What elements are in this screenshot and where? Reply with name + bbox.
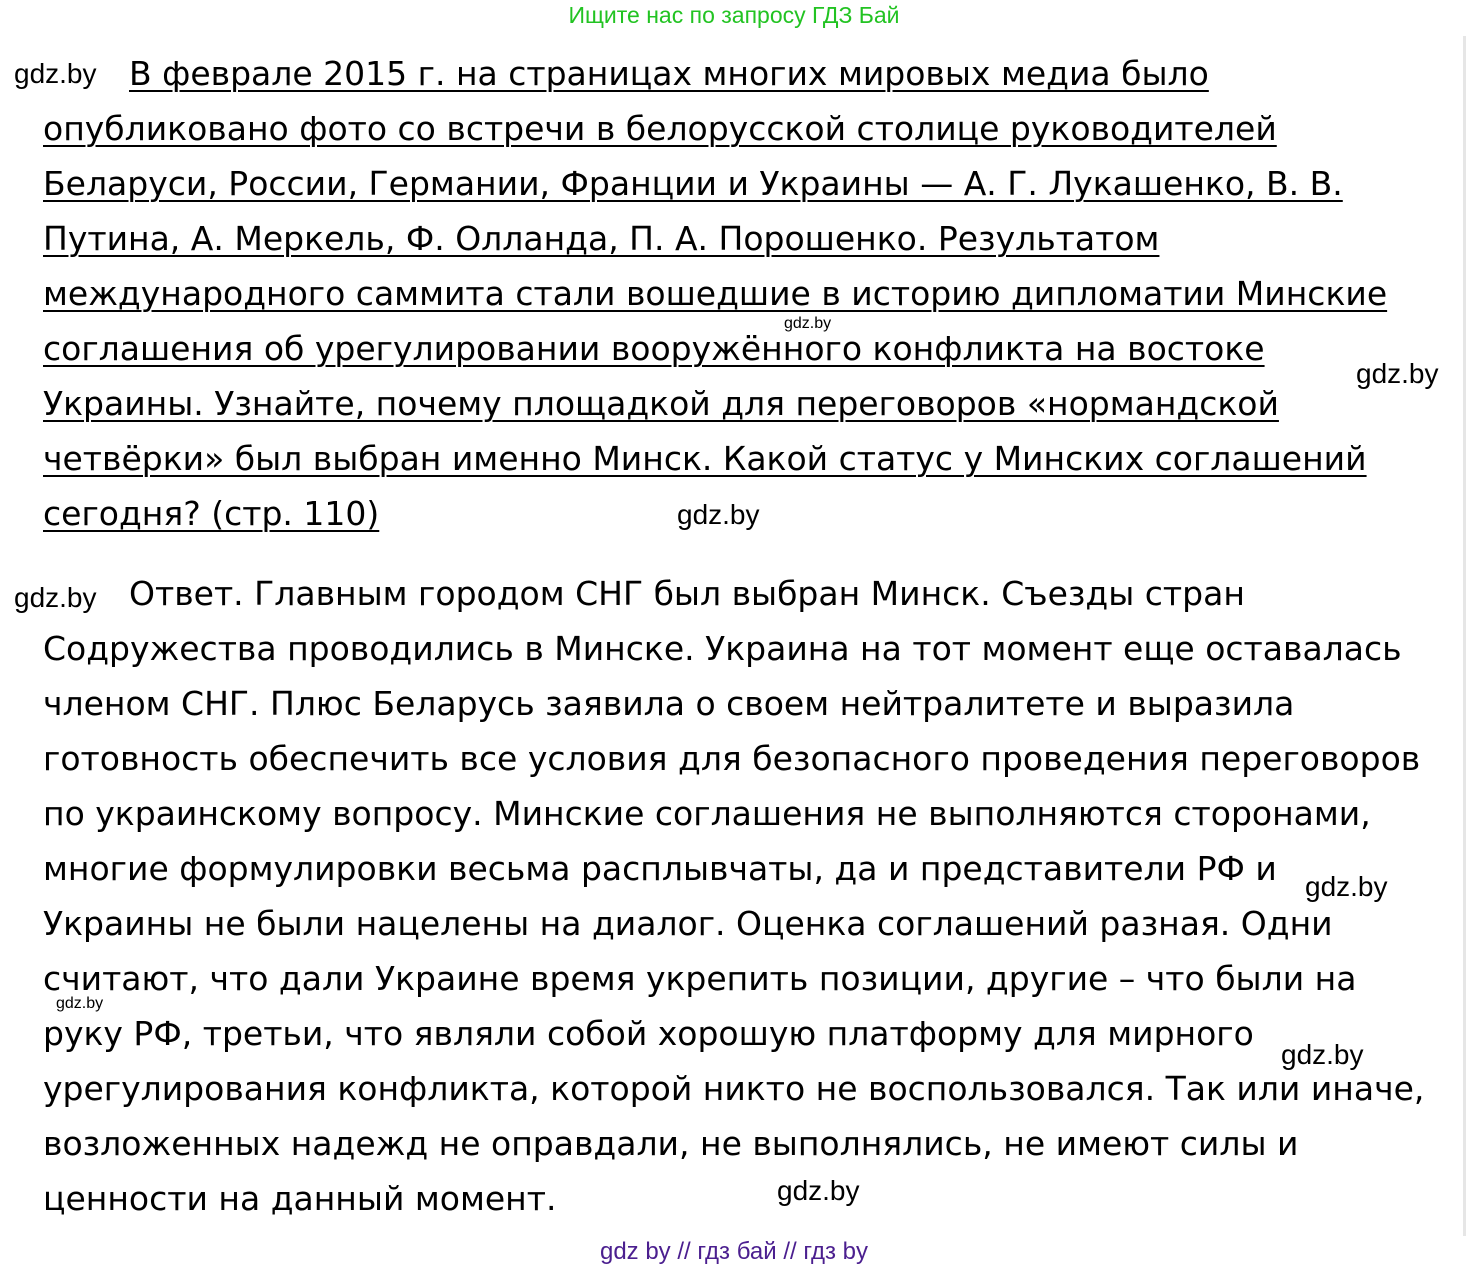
question-line: В феврале 2015 г. на страницах многих мировых медиа было (129, 54, 1209, 93)
watermark: gdz.by (784, 315, 832, 332)
answer-line: многие формулировки весьма расплывчаты, да и представители РФ и (43, 849, 1277, 888)
answer-line: членом СНГ. Плюс Беларусь заявила о своем нейтралитете и выразила (43, 684, 1295, 723)
answer-line: урегулирования конфликта, которой никто не воспользовался. Так или иначе, (43, 1069, 1425, 1108)
answer-line: готовность обеспечить все условия для безопасного проведения переговоров (43, 739, 1421, 778)
question-line: международного саммита стали вошедшие в историю дипломатии Минские (43, 274, 1388, 313)
watermark: gdz.by (1305, 871, 1388, 902)
answer-line: руку РФ, третьи, что являли собой хорошую платформу для мирного (43, 1014, 1254, 1053)
watermark: gdz.by (1356, 358, 1439, 389)
promo-banner[interactable]: Ищите нас по запросу ГДЗ Бай (568, 2, 900, 28)
answer-line: считают, что дали Украине время укрепить позиции, другие – что были на (43, 959, 1357, 998)
question-text (43, 46, 1443, 541)
watermark: gdz.by (56, 995, 104, 1012)
answer-line: Содружества проводились в Минске. Украина на тот момент еще оставалась (43, 629, 1402, 668)
answer-line: возложенных надежд не оправдали, не выполнялись, не имеют силы и (43, 1124, 1299, 1163)
page-edge-divider (1463, 36, 1466, 1236)
question-line: Путина, А. Меркель, Ф. Олланда, П. А. Порошенко. Результатом (43, 219, 1160, 258)
watermark: gdz.by (14, 582, 97, 613)
answer-line: Украины не были нацелены на диалог. Оценка соглашений разная. Одни (43, 904, 1333, 943)
question-line: Беларуси, России, Германии, Франции и Украины — А. Г. Лукашенко, В. В. (43, 164, 1343, 203)
answer-line: ценности на данный момент. (43, 1179, 557, 1218)
question-line: опубликовано фото со встречи в белорусской столице руководителей (43, 109, 1277, 148)
answer-text (43, 566, 1443, 1226)
watermark: gdz.by (777, 1175, 860, 1206)
question-line: Украины. Узнайте, почему площадкой для переговоров «нормандской (43, 384, 1279, 423)
footer-links[interactable]: gdz by // гдз бай // гдз by (599, 1238, 869, 1265)
answer-line: Ответ. Главным городом СНГ был выбран Минск. Съезды стран (129, 574, 1245, 613)
question-line: соглашения об урегулировании вооружённого конфликта на востоке (43, 329, 1265, 368)
question-line: сегодня? (стр. 110) (43, 494, 380, 533)
answer-line: по украинскому вопросу. Минские соглашения не выполняются сторонами, (43, 794, 1371, 833)
question-line: четвёрки» был выбран именно Минск. Какой статус у Минских соглашений (43, 439, 1367, 478)
watermark: gdz.by (677, 499, 760, 530)
watermark: gdz.by (14, 58, 97, 89)
watermark: gdz.by (1281, 1039, 1364, 1070)
